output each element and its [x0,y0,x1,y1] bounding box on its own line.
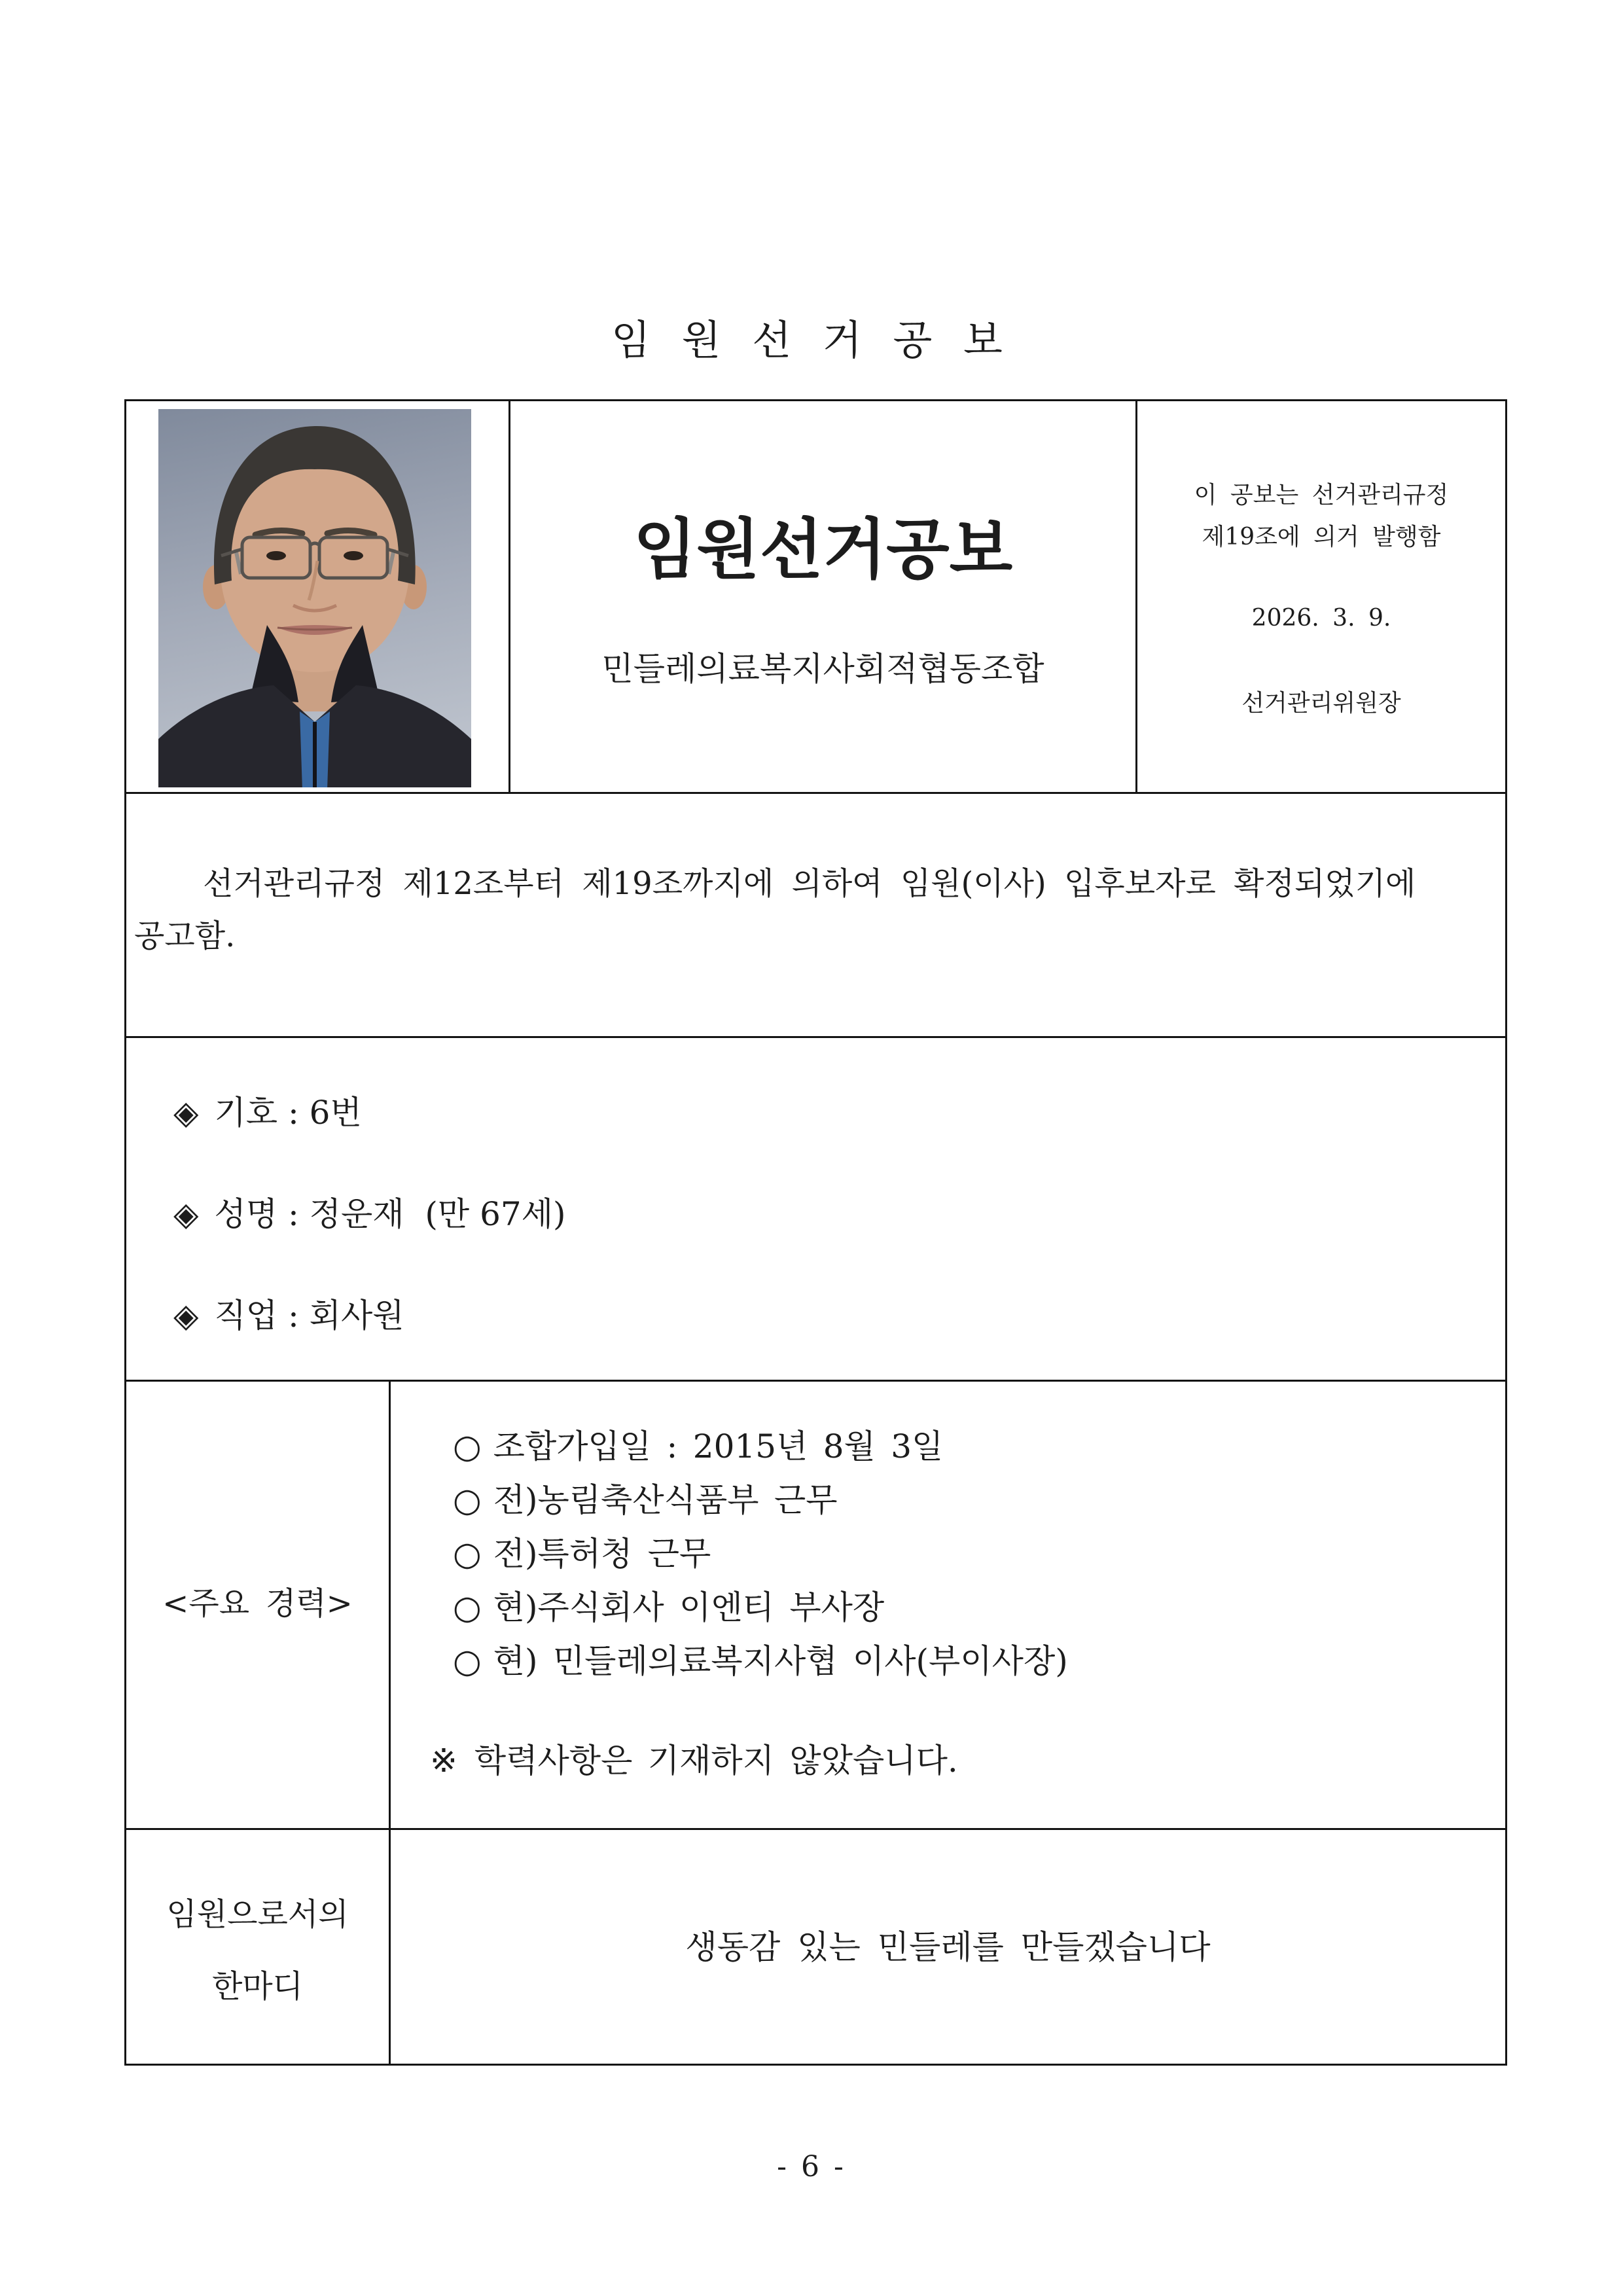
photo-cell [126,401,510,792]
career-item-text: 현)주식회사 이엔티 부사장 [493,1588,885,1626]
issuer-title: 선거관리위원장 [1241,690,1401,717]
career-item [453,1480,838,1520]
diamond-bullet-icon: ◈ [173,1094,199,1132]
profile-item-text: 성명 : 정운재 (만 67세) [214,1195,566,1233]
message-label-line1: 임원으로서의 [166,1896,349,1933]
circle-bullet-icon: ○ [453,1535,482,1573]
profile-item-text: 기호 : 6번 [214,1094,362,1132]
career-item-text: 전)농림축산식품부 근무 [493,1481,838,1519]
career-row [126,1380,1505,1830]
diamond-bullet-icon: ◈ [173,1297,199,1335]
bulletin-table [124,399,1507,2066]
right-eye [344,551,363,560]
message-label-cell [126,1828,391,2064]
career-label: <주요 경력> [162,1585,353,1622]
career-item [453,1641,1068,1681]
career-item [453,1427,943,1466]
circle-bullet-icon: ○ [453,1481,482,1519]
career-note-text: 학력사항은 기재하지 않았습니다. [474,1742,958,1780]
issuance-cell [1137,401,1505,792]
diamond-bullet-icon: ◈ [173,1195,199,1233]
career-item [453,1534,711,1573]
career-note [430,1741,958,1780]
issuance-note-line1: 이 공보는 선거관리규정 [1194,482,1449,509]
profile-item-symbol-number [173,1092,362,1134]
notice-text-line1: 선거관리규정 제12조부터 제19조까지에 의하여 임원(이사) 입후보자로 확정되었기에 [203,865,1416,902]
issuance-date: 2026. 3. 9. [1251,605,1391,632]
organization-name: 민들레의료복지사회적협동조합 [601,650,1044,688]
profile-row [126,1036,1505,1382]
career-item-text: 전)특허청 근무 [493,1535,711,1573]
candidate-portrait-illustration [158,409,471,787]
career-item [453,1588,884,1627]
career-label-cell [126,1380,391,1828]
message-label-line2: 한마디 [211,1968,304,2005]
career-body-cell [391,1380,1505,1828]
profile-item-occupation [173,1295,404,1336]
notice-row [126,792,1505,1038]
message-row [126,1828,1505,2064]
title-cell [510,401,1137,792]
profile-item-text: 직업 : 회사원 [214,1297,404,1335]
page-title: 임 원 선 거 공 보 [611,316,1012,364]
header-row [126,401,1505,794]
candidate-photo [158,409,471,787]
candidate-message-text: 생동감 있는 민들레를 만들겠습니다 [685,1928,1211,1966]
glasses-bridge [310,543,319,545]
page-number: - 6 - [777,2150,846,2183]
reference-mark-icon: ※ [430,1742,457,1780]
career-item-text: 조합가입일 : 2015년 8월 3일 [493,1427,944,1465]
circle-bullet-icon: ○ [453,1588,482,1626]
notice-text-line2: 공고함. [134,918,236,954]
message-body-cell [391,1828,1505,2064]
circle-bullet-icon: ○ [453,1427,482,1465]
issuance-note-line2: 제19조에 의거 발행함 [1202,524,1441,550]
left-eye [266,551,286,560]
profile-item-name [173,1193,566,1235]
circle-bullet-icon: ○ [453,1642,482,1680]
career-item-text: 현) 민들레의료복지사협 이사(부이사장) [493,1642,1068,1680]
bulletin-main-title: 임원선거공보 [633,511,1013,588]
